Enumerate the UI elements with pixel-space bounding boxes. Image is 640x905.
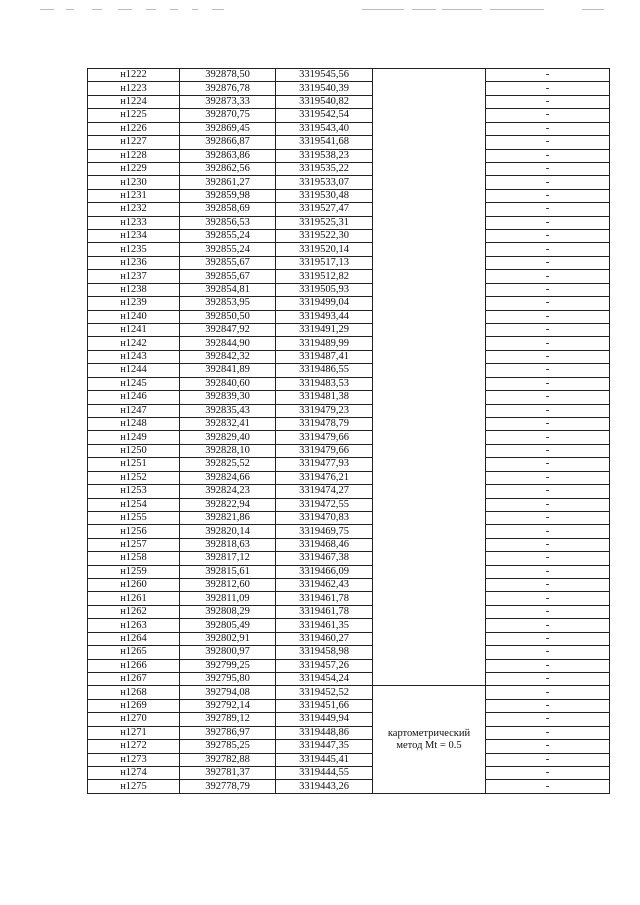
table-row <box>88 337 610 350</box>
y-coordinate-cell: 3319540,82 <box>276 95 373 108</box>
table-row <box>88 458 610 471</box>
dash-mark-cell: - <box>486 672 610 685</box>
point-cell: н1273 <box>88 753 180 766</box>
y-coordinate-cell: 3319486,55 <box>276 364 373 377</box>
dash-mark-cell: - <box>486 632 610 645</box>
coordinates-table <box>87 68 610 794</box>
x-coordinate-cell: 392802,91 <box>180 632 276 645</box>
x-coordinate-cell: 392778,79 <box>180 780 276 793</box>
dash-mark-cell: - <box>486 565 610 578</box>
table-row <box>88 324 610 337</box>
y-coordinate-cell: 3319479,66 <box>276 431 373 444</box>
table-row <box>88 525 610 538</box>
dash-mark-cell: - <box>486 498 610 511</box>
dash-mark-cell: - <box>486 136 610 149</box>
table-row <box>88 592 610 605</box>
y-coordinate-cell: 3319476,21 <box>276 471 373 484</box>
table-row <box>88 95 610 108</box>
point-cell: н1261 <box>88 592 180 605</box>
y-coordinate-cell: 3319481,38 <box>276 391 373 404</box>
table-row <box>88 216 610 229</box>
y-coordinate-cell: 3319520,14 <box>276 243 373 256</box>
x-coordinate-cell: 392844,90 <box>180 337 276 350</box>
dash-mark-cell: - <box>486 377 610 390</box>
x-coordinate-cell: 392869,45 <box>180 122 276 135</box>
method-cell <box>373 686 486 793</box>
x-coordinate-cell: 392800,97 <box>180 646 276 659</box>
y-coordinate-cell: 3319538,23 <box>276 149 373 162</box>
point-cell: н1270 <box>88 713 180 726</box>
point-cell: н1234 <box>88 230 180 243</box>
y-coordinate-cell: 3319449,94 <box>276 713 373 726</box>
dash-mark-cell: - <box>486 686 610 699</box>
dash-mark-cell: - <box>486 176 610 189</box>
table-row <box>88 686 610 699</box>
dash-mark-cell: - <box>486 699 610 712</box>
table-row <box>88 350 610 363</box>
point-cell: н1274 <box>88 766 180 779</box>
dash-mark-cell: - <box>486 162 610 175</box>
y-coordinate-cell: 3319540,39 <box>276 82 373 95</box>
dash-mark-cell: - <box>486 538 610 551</box>
x-coordinate-cell: 392829,40 <box>180 431 276 444</box>
dash-mark-cell: - <box>486 283 610 296</box>
dash-mark-cell: - <box>486 82 610 95</box>
dash-mark-cell: - <box>486 189 610 202</box>
point-cell: н1268 <box>88 686 180 699</box>
dash-mark-cell: - <box>486 364 610 377</box>
dash-mark-cell: - <box>486 471 610 484</box>
point-cell: н1255 <box>88 511 180 524</box>
y-coordinate-cell: 3319493,44 <box>276 310 373 323</box>
y-coordinate-cell: 3319530,48 <box>276 189 373 202</box>
dash-mark-cell: - <box>486 605 610 618</box>
dash-mark-cell: - <box>486 592 610 605</box>
y-coordinate-cell: 3319541,68 <box>276 136 373 149</box>
x-coordinate-cell: 392855,67 <box>180 270 276 283</box>
table-row <box>88 579 610 592</box>
table-row <box>88 122 610 135</box>
table-row <box>88 404 610 417</box>
point-cell: н1233 <box>88 216 180 229</box>
x-coordinate-cell: 392855,67 <box>180 256 276 269</box>
y-coordinate-cell: 3319543,40 <box>276 122 373 135</box>
table-row <box>88 82 610 95</box>
dash-mark-cell: - <box>486 780 610 793</box>
table-row <box>88 417 610 430</box>
table-row <box>88 632 610 645</box>
table-row <box>88 203 610 216</box>
x-coordinate-cell: 392832,41 <box>180 417 276 430</box>
dash-mark-cell: - <box>486 444 610 457</box>
table-row <box>88 511 610 524</box>
dash-mark-cell: - <box>486 109 610 122</box>
table-row <box>88 256 610 269</box>
table-row <box>88 498 610 511</box>
y-coordinate-cell: 3319462,43 <box>276 579 373 592</box>
x-coordinate-cell: 392794,08 <box>180 686 276 699</box>
x-coordinate-cell: 392812,60 <box>180 579 276 592</box>
y-coordinate-cell: 3319448,86 <box>276 726 373 739</box>
x-coordinate-cell: 392824,66 <box>180 471 276 484</box>
x-coordinate-cell: 392863,86 <box>180 149 276 162</box>
point-cell: н1271 <box>88 726 180 739</box>
point-cell: н1237 <box>88 270 180 283</box>
dash-mark-cell: - <box>486 230 610 243</box>
y-coordinate-cell: 3319469,75 <box>276 525 373 538</box>
point-cell: н1244 <box>88 364 180 377</box>
dash-mark-cell: - <box>486 579 610 592</box>
point-cell: н1240 <box>88 310 180 323</box>
y-coordinate-cell: 3319447,35 <box>276 740 373 753</box>
table-row <box>88 310 610 323</box>
y-coordinate-cell: 3319535,22 <box>276 162 373 175</box>
coordinates-table-body <box>88 69 610 794</box>
point-cell: н1227 <box>88 136 180 149</box>
dash-mark-cell: - <box>486 243 610 256</box>
y-coordinate-cell: 3319491,29 <box>276 324 373 337</box>
x-coordinate-cell: 392824,23 <box>180 485 276 498</box>
point-cell: н1275 <box>88 780 180 793</box>
table-row <box>88 431 610 444</box>
table-row <box>88 230 610 243</box>
dash-mark-cell: - <box>486 740 610 753</box>
x-coordinate-cell: 392811,09 <box>180 592 276 605</box>
point-cell: н1272 <box>88 740 180 753</box>
table-row <box>88 109 610 122</box>
table-row <box>88 740 610 753</box>
point-cell: н1224 <box>88 95 180 108</box>
y-coordinate-cell: 3319505,93 <box>276 283 373 296</box>
x-coordinate-cell: 392878,50 <box>180 69 276 82</box>
point-cell: н1259 <box>88 565 180 578</box>
y-coordinate-cell: 3319467,38 <box>276 552 373 565</box>
point-cell: н1235 <box>88 243 180 256</box>
y-coordinate-cell: 3319489,99 <box>276 337 373 350</box>
point-cell: н1241 <box>88 324 180 337</box>
x-coordinate-cell: 392858,69 <box>180 203 276 216</box>
y-coordinate-cell: 3319487,41 <box>276 350 373 363</box>
dash-mark-cell: - <box>486 417 610 430</box>
dash-mark-cell: - <box>486 646 610 659</box>
x-coordinate-cell: 392853,95 <box>180 297 276 310</box>
x-coordinate-cell: 392840,60 <box>180 377 276 390</box>
dash-mark-cell: - <box>486 149 610 162</box>
y-coordinate-cell: 3319460,27 <box>276 632 373 645</box>
x-coordinate-cell: 392799,25 <box>180 659 276 672</box>
x-coordinate-cell: 392839,30 <box>180 391 276 404</box>
method-cell-empty <box>373 69 486 686</box>
point-cell: н1236 <box>88 256 180 269</box>
table-row <box>88 780 610 793</box>
x-coordinate-cell: 392781,37 <box>180 766 276 779</box>
y-coordinate-cell: 3319542,54 <box>276 109 373 122</box>
dash-mark-cell: - <box>486 310 610 323</box>
x-coordinate-cell: 392876,78 <box>180 82 276 95</box>
y-coordinate-cell: 3319452,52 <box>276 686 373 699</box>
x-coordinate-cell: 392854,81 <box>180 283 276 296</box>
y-coordinate-cell: 3319461,35 <box>276 619 373 632</box>
table-row <box>88 444 610 457</box>
point-cell: н1257 <box>88 538 180 551</box>
x-coordinate-cell: 392825,52 <box>180 458 276 471</box>
y-coordinate-cell: 3319445,41 <box>276 753 373 766</box>
dash-mark-cell: - <box>486 203 610 216</box>
table-row <box>88 283 610 296</box>
y-coordinate-cell: 3319478,79 <box>276 417 373 430</box>
y-coordinate-cell: 3319461,78 <box>276 592 373 605</box>
point-cell: н1230 <box>88 176 180 189</box>
point-cell: н1243 <box>88 350 180 363</box>
x-coordinate-cell: 392862,56 <box>180 162 276 175</box>
table-row <box>88 565 610 578</box>
x-coordinate-cell: 392866,87 <box>180 136 276 149</box>
x-coordinate-cell: 392820,14 <box>180 525 276 538</box>
point-cell: н1246 <box>88 391 180 404</box>
dash-mark-cell: - <box>486 713 610 726</box>
y-coordinate-cell: 3319468,46 <box>276 538 373 551</box>
table-row <box>88 162 610 175</box>
y-coordinate-cell: 3319479,66 <box>276 444 373 457</box>
point-cell: н1249 <box>88 431 180 444</box>
y-coordinate-cell: 3319443,26 <box>276 780 373 793</box>
dash-mark-cell: - <box>486 485 610 498</box>
point-cell: н1222 <box>88 69 180 82</box>
dash-mark-cell: - <box>486 122 610 135</box>
table-row <box>88 243 610 256</box>
x-coordinate-cell: 392855,24 <box>180 230 276 243</box>
dash-mark-cell: - <box>486 525 610 538</box>
table-row <box>88 176 610 189</box>
x-coordinate-cell: 392873,33 <box>180 95 276 108</box>
dash-mark-cell: - <box>486 391 610 404</box>
x-coordinate-cell: 392808,29 <box>180 605 276 618</box>
dash-mark-cell: - <box>486 337 610 350</box>
table-row <box>88 552 610 565</box>
x-coordinate-cell: 392822,94 <box>180 498 276 511</box>
x-coordinate-cell: 392821,86 <box>180 511 276 524</box>
y-coordinate-cell: 3319517,13 <box>276 256 373 269</box>
table-row <box>88 149 610 162</box>
point-cell: н1251 <box>88 458 180 471</box>
y-coordinate-cell: 3319525,31 <box>276 216 373 229</box>
x-coordinate-cell: 392805,49 <box>180 619 276 632</box>
y-coordinate-cell: 3319466,09 <box>276 565 373 578</box>
point-cell: н1254 <box>88 498 180 511</box>
y-coordinate-cell: 3319451,66 <box>276 699 373 712</box>
point-cell: н1264 <box>88 632 180 645</box>
point-cell: н1269 <box>88 699 180 712</box>
scan-header-marks <box>0 6 640 14</box>
dash-mark-cell: - <box>486 216 610 229</box>
x-coordinate-cell: 392847,92 <box>180 324 276 337</box>
dash-mark-cell: - <box>486 431 610 444</box>
point-cell: н1223 <box>88 82 180 95</box>
dash-mark-cell: - <box>486 256 610 269</box>
x-coordinate-cell: 392842,32 <box>180 350 276 363</box>
dash-mark-cell: - <box>486 297 610 310</box>
table-row <box>88 699 610 712</box>
point-cell: н1266 <box>88 659 180 672</box>
x-coordinate-cell: 392789,12 <box>180 713 276 726</box>
table-row <box>88 189 610 202</box>
point-cell: н1267 <box>88 672 180 685</box>
y-coordinate-cell: 3319483,53 <box>276 377 373 390</box>
table-row <box>88 713 610 726</box>
table-row <box>88 364 610 377</box>
table-row <box>88 605 610 618</box>
x-coordinate-cell: 392850,50 <box>180 310 276 323</box>
table-row <box>88 391 610 404</box>
point-cell: н1232 <box>88 203 180 216</box>
table-row <box>88 766 610 779</box>
x-coordinate-cell: 392792,14 <box>180 699 276 712</box>
y-coordinate-cell: 3319458,98 <box>276 646 373 659</box>
table-row <box>88 270 610 283</box>
y-coordinate-cell: 3319512,82 <box>276 270 373 283</box>
y-coordinate-cell: 3319444,55 <box>276 766 373 779</box>
dash-mark-cell: - <box>486 69 610 82</box>
point-cell: н1265 <box>88 646 180 659</box>
point-cell: н1260 <box>88 579 180 592</box>
table-row <box>88 619 610 632</box>
y-coordinate-cell: 3319479,23 <box>276 404 373 417</box>
x-coordinate-cell: 392861,27 <box>180 176 276 189</box>
x-coordinate-cell: 392818,63 <box>180 538 276 551</box>
dash-mark-cell: - <box>486 619 610 632</box>
point-cell: н1263 <box>88 619 180 632</box>
x-coordinate-cell: 392782,88 <box>180 753 276 766</box>
x-coordinate-cell: 392815,61 <box>180 565 276 578</box>
y-coordinate-cell: 3319457,26 <box>276 659 373 672</box>
point-cell: н1258 <box>88 552 180 565</box>
dash-mark-cell: - <box>486 511 610 524</box>
x-coordinate-cell: 392795,80 <box>180 672 276 685</box>
y-coordinate-cell: 3319545,56 <box>276 69 373 82</box>
dash-mark-cell: - <box>486 350 610 363</box>
table-row <box>88 297 610 310</box>
dash-mark-cell: - <box>486 753 610 766</box>
y-coordinate-cell: 3319461,78 <box>276 605 373 618</box>
table-row <box>88 471 610 484</box>
table-row <box>88 646 610 659</box>
table-row <box>88 377 610 390</box>
point-cell: н1231 <box>88 189 180 202</box>
x-coordinate-cell: 392817,12 <box>180 552 276 565</box>
dash-mark-cell: - <box>486 766 610 779</box>
table-row <box>88 69 610 82</box>
dash-mark-cell: - <box>486 270 610 283</box>
method-name: картометрический <box>387 727 471 739</box>
y-coordinate-cell: 3319472,55 <box>276 498 373 511</box>
point-cell: н1242 <box>88 337 180 350</box>
x-coordinate-cell: 392855,24 <box>180 243 276 256</box>
y-coordinate-cell: 3319533,07 <box>276 176 373 189</box>
dash-mark-cell: - <box>486 404 610 417</box>
point-cell: н1247 <box>88 404 180 417</box>
dash-mark-cell: - <box>486 458 610 471</box>
point-cell: н1252 <box>88 471 180 484</box>
y-coordinate-cell: 3319527,47 <box>276 203 373 216</box>
table-row <box>88 672 610 685</box>
point-cell: н1256 <box>88 525 180 538</box>
table-row <box>88 726 610 739</box>
x-coordinate-cell: 392841,89 <box>180 364 276 377</box>
table-row <box>88 485 610 498</box>
y-coordinate-cell: 3319474,27 <box>276 485 373 498</box>
y-coordinate-cell: 3319454,24 <box>276 672 373 685</box>
x-coordinate-cell: 392870,75 <box>180 109 276 122</box>
point-cell: н1229 <box>88 162 180 175</box>
y-coordinate-cell: 3319470,83 <box>276 511 373 524</box>
point-cell: н1226 <box>88 122 180 135</box>
point-cell: н1228 <box>88 149 180 162</box>
point-cell: н1238 <box>88 283 180 296</box>
point-cell: н1225 <box>88 109 180 122</box>
dash-mark-cell: - <box>486 552 610 565</box>
dash-mark-cell: - <box>486 726 610 739</box>
method-precision: метод Mt = 0.5 <box>396 739 462 751</box>
y-coordinate-cell: 3319499,04 <box>276 297 373 310</box>
x-coordinate-cell: 392859,98 <box>180 189 276 202</box>
table-row <box>88 753 610 766</box>
dash-mark-cell: - <box>486 659 610 672</box>
point-cell: н1248 <box>88 417 180 430</box>
dash-mark-cell: - <box>486 324 610 337</box>
x-coordinate-cell: 392785,25 <box>180 740 276 753</box>
x-coordinate-cell: 392856,53 <box>180 216 276 229</box>
table-row <box>88 538 610 551</box>
point-cell: н1250 <box>88 444 180 457</box>
table-row <box>88 136 610 149</box>
point-cell: н1245 <box>88 377 180 390</box>
table-row <box>88 659 610 672</box>
y-coordinate-cell: 3319477,93 <box>276 458 373 471</box>
point-cell: н1239 <box>88 297 180 310</box>
x-coordinate-cell: 392786,97 <box>180 726 276 739</box>
point-cell: н1253 <box>88 485 180 498</box>
y-coordinate-cell: 3319522,30 <box>276 230 373 243</box>
point-cell: н1262 <box>88 605 180 618</box>
dash-mark-cell: - <box>486 95 610 108</box>
x-coordinate-cell: 392835,43 <box>180 404 276 417</box>
x-coordinate-cell: 392828,10 <box>180 444 276 457</box>
